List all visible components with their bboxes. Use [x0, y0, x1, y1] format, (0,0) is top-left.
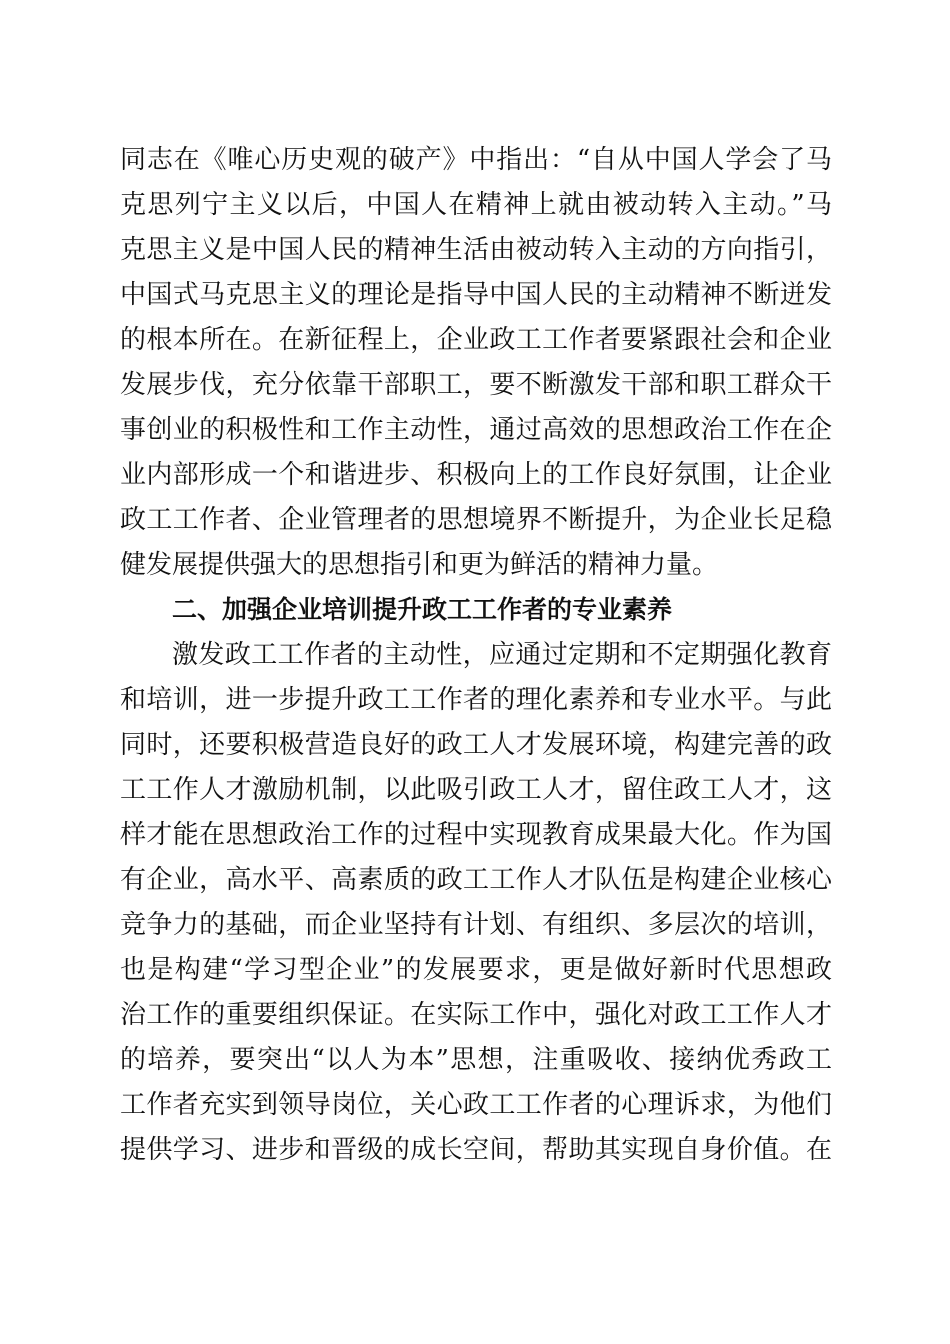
paragraph-2-line: 也是构建“学习型企业”的发展要求，更是做好新时代思想政 — [120, 955, 832, 985]
paragraph-2-line: 治工作的重要组织保证。在实际工作中，强化对政工工作人才 — [120, 1000, 832, 1030]
paragraph-1-line: 健发展提供强大的思想指引和更为鲜活的精神力量。 — [120, 550, 719, 580]
paragraph-1-line: 的根本所在。在新征程上，企业政工工作者要紧跟社会和企业 — [120, 325, 832, 355]
paragraph-2-line: 和培训，进一步提升政工工作者的理化素养和专业水平。与此 — [120, 685, 832, 715]
paragraph-2-line: 工作者充实到领导岗位，关心政工工作者的心理诉求，为他们 — [120, 1090, 832, 1120]
paragraph-2-line: 的培养，要突出“以人为本”思想，注重吸收、接纳优秀政工 — [120, 1045, 832, 1075]
paragraph-2-line: 同时，还要积极营造良好的政工人才发展环境，构建完善的政 — [120, 730, 832, 760]
paragraph-1-line: 业内部形成一个和谐进步、积极向上的工作良好氛围，让企业 — [120, 460, 832, 490]
paragraph-1-line: 克思列宁主义以后，中国人在精神上就由被动转入主动。”马 — [120, 190, 832, 220]
paragraph-2-line: 竞争力的基础，而企业坚持有计划、有组织、多层次的培训， — [120, 910, 832, 940]
paragraph-1-line: 政工工作者、企业管理者的思想境界不断提升，为企业长足稳 — [120, 505, 832, 535]
paragraph-2-line: 激发政工工作者的主动性，应通过定期和不定期强化教育 — [172, 640, 832, 670]
paragraph-2-line: 样才能在思想政治工作的过程中实现教育成果最大化。作为国 — [120, 820, 832, 850]
paragraph-1-line: 克思主义是中国人民的精神生活由被动转入主动的方向指引， — [120, 235, 832, 265]
paragraph-2-line: 提供学习、进步和晋级的成长空间，帮助其实现自身价值。在 — [120, 1135, 832, 1165]
paragraph-2-line: 工工作人才激励机制，以此吸引政工人才，留住政工人才，这 — [120, 775, 832, 805]
paragraph-1-line: 发展步伐，充分依靠干部职工，要不断激发干部和职工群众干 — [120, 370, 832, 400]
paragraph-1-line: 中国式马克思主义的理论是指导中国人民的主动精神不断迸发 — [120, 280, 832, 310]
section-heading: 二、加强企业培训提升政工工作者的专业素养 — [172, 595, 673, 624]
paragraph-2-line: 有企业，高水平、高素质的政工工作人才队伍是构建企业核心 — [120, 865, 832, 895]
paragraph-1-line: 同志在《唯心历史观的破产》中指出：“自从中国人学会了马 — [120, 145, 832, 175]
paragraph-1-line: 事创业的积极性和工作主动性，通过高效的思想政治工作在企 — [120, 415, 832, 445]
